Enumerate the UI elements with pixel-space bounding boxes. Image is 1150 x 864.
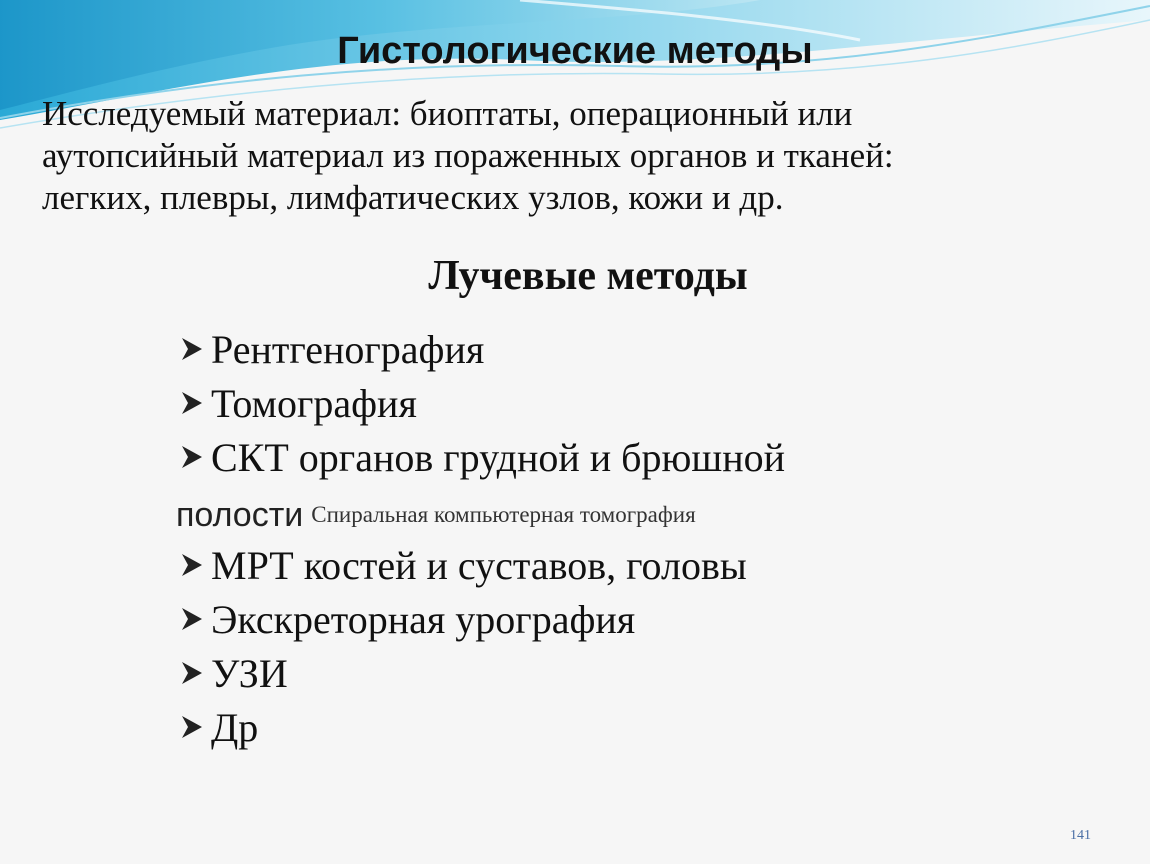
paragraph-line: аутопсийный материал из пораженных органов и тканей: — [42, 136, 894, 175]
list-item-text: УЗИ — [211, 650, 288, 696]
paragraph-line: легких, плевры, лимфатических узлов, кожи и др. — [42, 178, 784, 217]
chevron-right-icon — [176, 658, 210, 688]
chevron-right-icon — [176, 388, 210, 418]
chevron-right-icon — [176, 442, 210, 472]
page-number: 141 — [1070, 828, 1091, 843]
list-item — [176, 430, 1076, 484]
list-item-text: Др — [211, 704, 259, 750]
list-item-text: СКТ органов грудной и брюшной — [211, 434, 786, 480]
list-item — [176, 592, 1076, 646]
methods-list — [176, 322, 1076, 484]
material-paragraph — [42, 93, 1122, 219]
list-item — [176, 646, 1076, 700]
list-item — [176, 322, 1076, 376]
paragraph-line: Исследуемый материал: биоптаты, операционный или — [42, 94, 853, 133]
list-item-continuation — [176, 488, 696, 542]
list-item — [176, 376, 1076, 430]
list-item-text: Рентгенография — [211, 326, 485, 372]
chevron-right-icon — [176, 712, 210, 742]
chevron-right-icon — [176, 334, 210, 364]
list-item — [176, 700, 1076, 754]
list-item-text: Экскреторная урография — [211, 596, 636, 642]
list-item — [176, 538, 1076, 592]
continuation-text: полости — [176, 495, 304, 534]
methods-list-continued — [176, 538, 1076, 754]
continuation-note: Спиральная компьютерная томография — [311, 502, 696, 527]
chevron-right-icon — [176, 604, 210, 634]
list-item-text: Томография — [211, 380, 417, 426]
slide-title: Гистологические методы — [337, 30, 813, 72]
list-item-text: МРТ костей и суставов, головы — [211, 542, 747, 588]
chevron-right-icon — [176, 550, 210, 580]
section-subtitle: Лучевые методы — [428, 253, 748, 299]
